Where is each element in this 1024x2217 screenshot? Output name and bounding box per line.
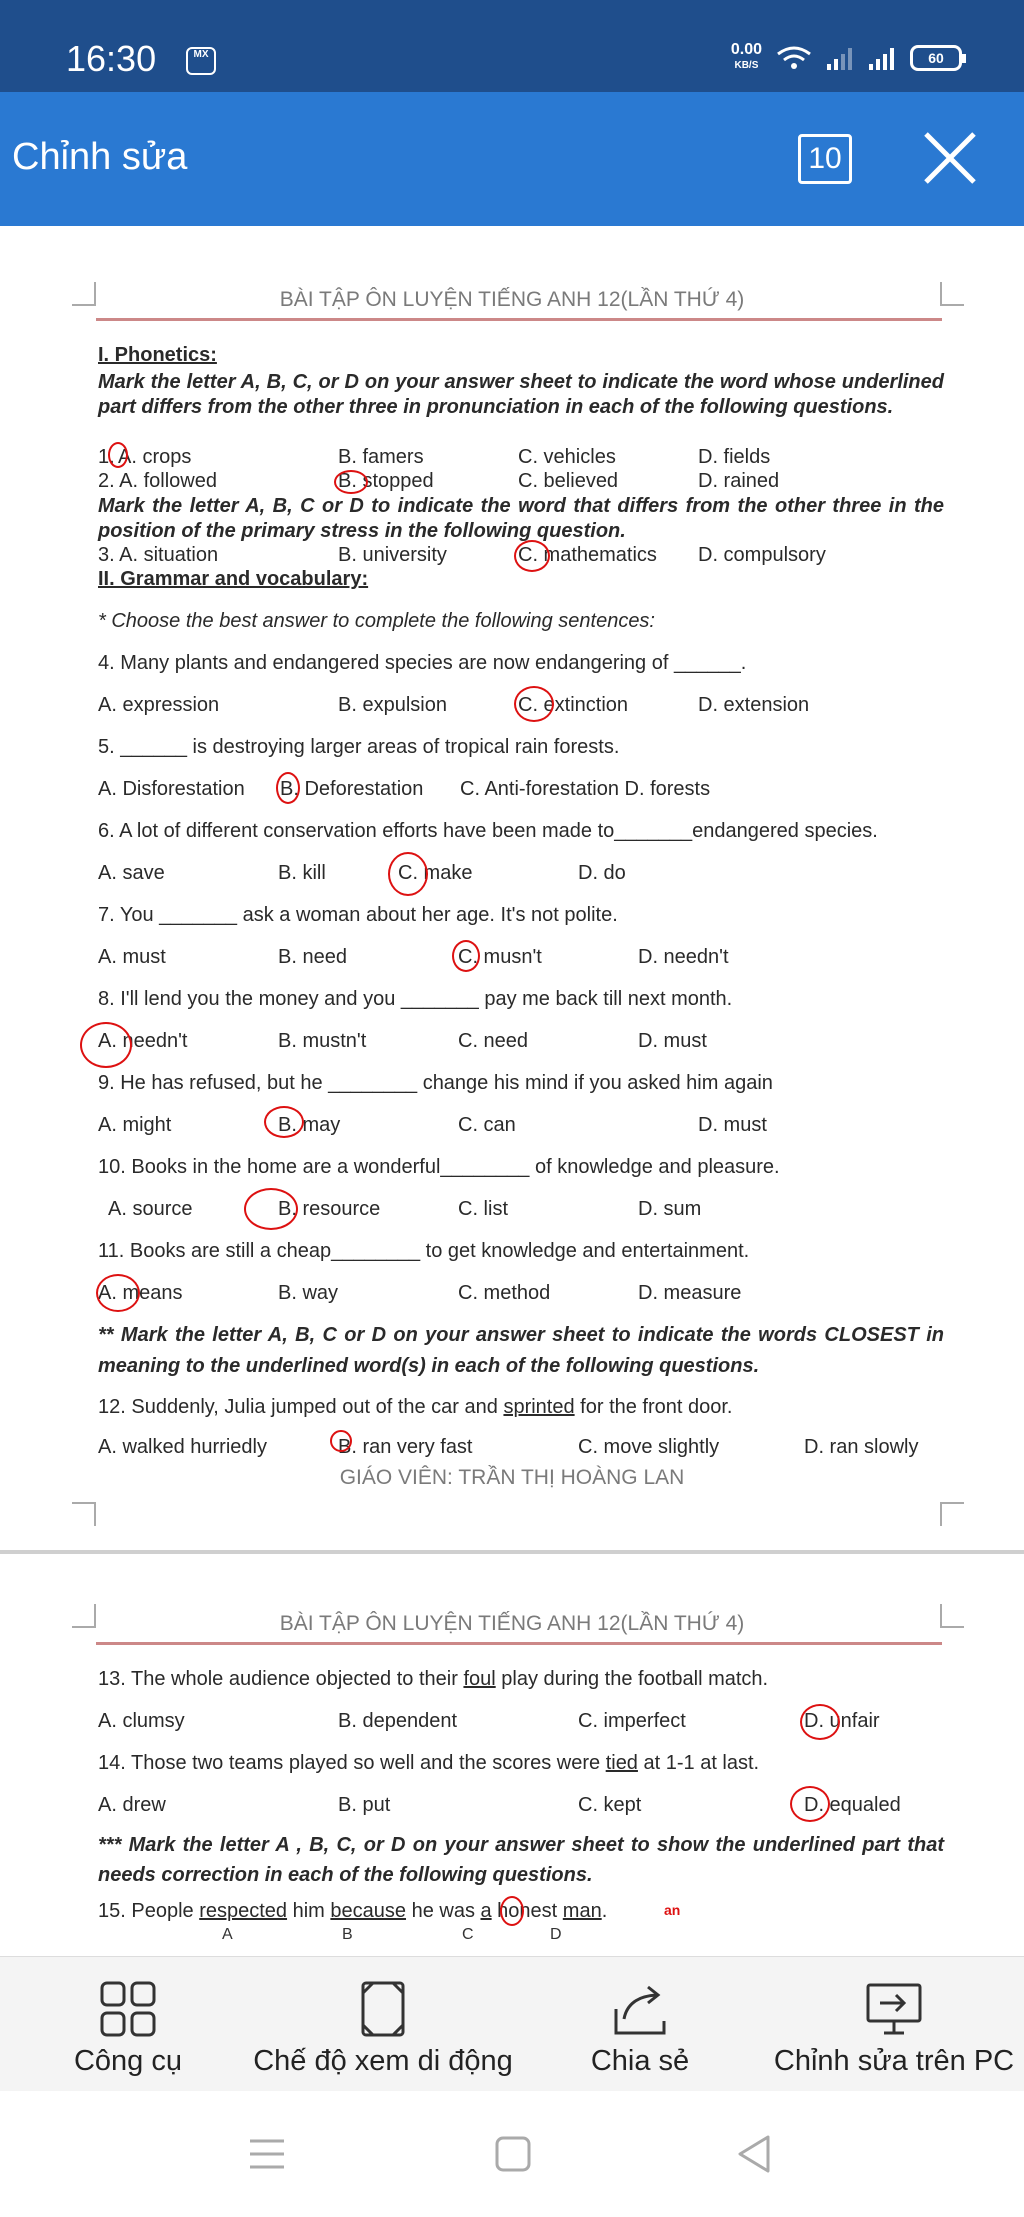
q2-option-d: D. rained bbox=[698, 470, 780, 492]
q14-option-b: B. put bbox=[338, 1794, 391, 1816]
answer-mark bbox=[244, 1188, 298, 1230]
instruction: * Choose the best answer to complete the following sentences: bbox=[98, 610, 655, 632]
mobile-view-label: Chế độ xem di động bbox=[253, 2045, 513, 2077]
q14-text: 14. Those two teams played so well and the scores were tied at 1-1 at last. bbox=[98, 1752, 760, 1774]
q1-number: 1. bbox=[98, 446, 115, 468]
system-nav-bar bbox=[0, 2091, 1024, 2217]
q12-option-c: C. move slightly bbox=[578, 1436, 720, 1458]
status-indicators bbox=[731, 42, 962, 74]
q10-option-c: C. list bbox=[458, 1198, 508, 1220]
q15-letter-c: C bbox=[462, 1926, 474, 1943]
q11-text: 11. Books are still a cheap________ to get knowledge and entertainment. bbox=[98, 1240, 750, 1262]
instruction: ** Mark the letter A, B, C or D on your answer sheet to indicate the words CLOSEST in meaning to the underlined word(s) in each of the following questions. bbox=[98, 1324, 944, 1377]
q14-option-c: C. kept bbox=[578, 1794, 642, 1816]
q10-option-d: D. sum bbox=[638, 1198, 702, 1220]
q9-option-c: C. can bbox=[458, 1114, 516, 1136]
q12-option-d: D. ran slowly bbox=[804, 1436, 919, 1458]
handwritten-correction: an bbox=[664, 1902, 681, 1918]
q4-option-d: D. extension bbox=[698, 694, 810, 716]
q13-text: 13. The whole audience objected to their foul play during the football match. bbox=[98, 1668, 769, 1690]
desktop-icon bbox=[864, 1979, 924, 2039]
q8-option-a: A. needn't bbox=[98, 1030, 188, 1052]
status-time: 16:30 bbox=[66, 38, 157, 79]
answer-mark bbox=[96, 1274, 140, 1312]
battery-icon: 60 bbox=[910, 45, 962, 71]
page-header: BÀI TẬP ÔN LUYỆN TIẾNG ANH 12(LẦN THỨ 4) bbox=[279, 288, 745, 311]
q7-option-b: B. need bbox=[278, 946, 347, 968]
instruction: Mark the letter A, B, C, or D on your answer sheet to indicate the word whose underlined part differs from the other three in pronunciation in each of the following questions. bbox=[98, 371, 944, 418]
q8-option-b: B. mustn't bbox=[278, 1030, 367, 1052]
answer-mark bbox=[514, 540, 550, 572]
answer-mark bbox=[500, 1896, 524, 1926]
q14-option-a: A. drew bbox=[98, 1794, 166, 1816]
page-title: Chỉnh sửa bbox=[12, 136, 188, 178]
title-bar bbox=[0, 92, 1024, 226]
q13-option-a: A. clumsy bbox=[98, 1710, 185, 1732]
edit-on-pc-button[interactable] bbox=[764, 1957, 1024, 2092]
q7-text: 7. You _______ ask a woman about her age. It's not polite. bbox=[98, 904, 618, 926]
answer-mark bbox=[330, 1430, 352, 1452]
q6-option-d: D. do bbox=[578, 862, 626, 884]
q5-option-a: A. Disforestation bbox=[98, 778, 245, 800]
document-page-2 bbox=[0, 1554, 1024, 1956]
q13-option-c: C. imperfect bbox=[578, 1710, 686, 1732]
answer-mark bbox=[800, 1704, 840, 1740]
q15-letter-d: D bbox=[550, 1926, 562, 1943]
answer-mark bbox=[264, 1106, 304, 1138]
instruction: *** Mark the letter A , B, C, or D on your answer sheet to show the underlined part that needs correction in each of the following questions. bbox=[98, 1834, 944, 1886]
q4-option-b: B. expulsion bbox=[338, 694, 447, 716]
answer-mark bbox=[80, 1022, 132, 1068]
q1-option-c: C. vehicles bbox=[518, 446, 616, 468]
q6-option-a: A. save bbox=[98, 862, 165, 884]
q4-option-a: A. expression bbox=[98, 694, 220, 716]
answer-mark bbox=[452, 940, 480, 972]
section-title: II. Grammar and vocabulary: bbox=[98, 568, 369, 590]
q5-option-b: B. Deforestation bbox=[280, 778, 424, 800]
q2-option-b: B. stopped bbox=[338, 470, 434, 492]
wifi-icon bbox=[776, 45, 812, 71]
q9-option-a: A. might bbox=[98, 1114, 172, 1136]
network-speed: 0.00 KB/S bbox=[730, 41, 762, 71]
tools-label: Công cụ bbox=[73, 2045, 182, 2077]
q13-option-d: D. unfair bbox=[804, 1710, 880, 1732]
q8-option-c: C. need bbox=[458, 1030, 529, 1052]
q5-text: 5. ______ is destroying larger areas of tropical rain forests. bbox=[98, 736, 620, 758]
q15-letter-b: B bbox=[342, 1926, 353, 1943]
signal-icon-2 bbox=[868, 46, 896, 70]
q10-option-a: A. source bbox=[108, 1198, 193, 1220]
q4-text: 4. Many plants and endangered species are now endangering of ______. bbox=[98, 652, 747, 674]
q9-option-b: B. may bbox=[278, 1114, 341, 1136]
q11-option-b: B. way bbox=[278, 1282, 339, 1304]
q11-option-d: D. measure bbox=[638, 1282, 742, 1304]
q1-option-d: D. fields bbox=[698, 446, 771, 468]
grid-icon bbox=[98, 1979, 158, 2039]
page-header: BÀI TẬP ÔN LUYỆN TIẾNG ANH 12(LẦN THỨ 4) bbox=[279, 1612, 745, 1635]
edit-on-pc-label: Chỉnh sửa trên PC bbox=[773, 2045, 1015, 2077]
close-icon[interactable] bbox=[920, 128, 980, 188]
q11-option-a: A. means bbox=[98, 1282, 183, 1304]
bottom-toolbar bbox=[0, 1956, 1024, 2091]
signal-icon-1 bbox=[826, 46, 854, 70]
mobile-view-icon bbox=[353, 1979, 413, 2039]
answer-mark bbox=[514, 686, 554, 722]
q7-option-a: A. must bbox=[98, 946, 166, 968]
q7-option-c: C. musn't bbox=[458, 946, 542, 968]
answer-mark bbox=[388, 852, 428, 896]
q2-option-a: 2. A. followed bbox=[98, 470, 217, 492]
page-count-button[interactable]: 10 bbox=[798, 134, 852, 184]
answer-mark bbox=[334, 470, 368, 494]
home-icon[interactable] bbox=[488, 2129, 538, 2179]
q10-option-b: B. resource bbox=[278, 1198, 381, 1220]
q12-option-b: B. ran very fast bbox=[338, 1436, 473, 1458]
q2-option-c: C. believed bbox=[518, 470, 619, 492]
q7-option-d: D. needn't bbox=[638, 946, 729, 968]
q1-option-a: A. crops bbox=[118, 446, 192, 468]
q8-option-d: D. must bbox=[638, 1030, 707, 1052]
q1-option-b: B. famers bbox=[338, 446, 424, 468]
page-footer: GIÁO VIÊN: TRẦN THỊ HOÀNG LAN bbox=[339, 1466, 685, 1489]
answer-mark bbox=[790, 1786, 830, 1822]
back-icon[interactable] bbox=[730, 2129, 780, 2179]
q6-option-b: B. kill bbox=[278, 862, 326, 884]
mobile-view-button[interactable] bbox=[240, 1957, 526, 2092]
share-icon bbox=[610, 1979, 670, 2039]
q15-text: 15. People respected him because he was a honest man. bbox=[98, 1900, 608, 1922]
q6-text: 6. A lot of different conservation efforts have been made to_______endangered species. bbox=[98, 820, 878, 842]
instruction: Mark the letter A, B, C or D to indicate the word that differs from the other three in the position of the primary stress in the following question. bbox=[98, 495, 944, 542]
q3-option-c: C. mathematics bbox=[518, 544, 657, 566]
q4-option-c: C. extinction bbox=[518, 694, 629, 716]
q3-option-b: B. university bbox=[338, 544, 447, 566]
document-viewer[interactable] bbox=[0, 226, 1024, 1956]
q12-text: 12. Suddenly, Julia jumped out of the car and sprinted for the front door. bbox=[98, 1396, 733, 1418]
notification-app-icon: MX bbox=[186, 47, 216, 75]
answer-mark bbox=[276, 772, 300, 804]
q9-option-d: D. must bbox=[698, 1114, 767, 1136]
tools-button[interactable] bbox=[30, 1957, 226, 2092]
q9-text: 9. He has refused, but he ________ change his mind if you asked him again bbox=[98, 1072, 773, 1094]
menu-icon[interactable] bbox=[242, 2129, 292, 2179]
q12-option-a: A. walked hurriedly bbox=[98, 1436, 267, 1458]
q15-letter-a: A bbox=[222, 1926, 233, 1943]
q6-option-c: C. make bbox=[398, 862, 473, 884]
q11-option-c: C. method bbox=[458, 1282, 551, 1304]
status-bar bbox=[0, 0, 1024, 92]
q8-text: 8. I'll lend you the money and you _______ pay me back till next month. bbox=[98, 988, 733, 1010]
share-button[interactable] bbox=[560, 1957, 720, 2092]
q3-option-a: 3. A. situation bbox=[98, 544, 219, 566]
q14-option-d: D. equaled bbox=[804, 1794, 901, 1816]
share-label: Chia sẻ bbox=[590, 2045, 690, 2077]
q10-text: 10. Books in the home are a wonderful________ of knowledge and pleasure. bbox=[98, 1156, 780, 1178]
section-title: I. Phonetics: bbox=[98, 344, 217, 366]
answer-mark bbox=[108, 442, 128, 468]
q3-option-d: D. compulsory bbox=[698, 544, 826, 566]
q13-option-b: B. dependent bbox=[338, 1710, 457, 1732]
document-page-1 bbox=[0, 226, 1024, 1550]
q5-option-cd: C. Anti-forestation D. forests bbox=[460, 778, 711, 800]
